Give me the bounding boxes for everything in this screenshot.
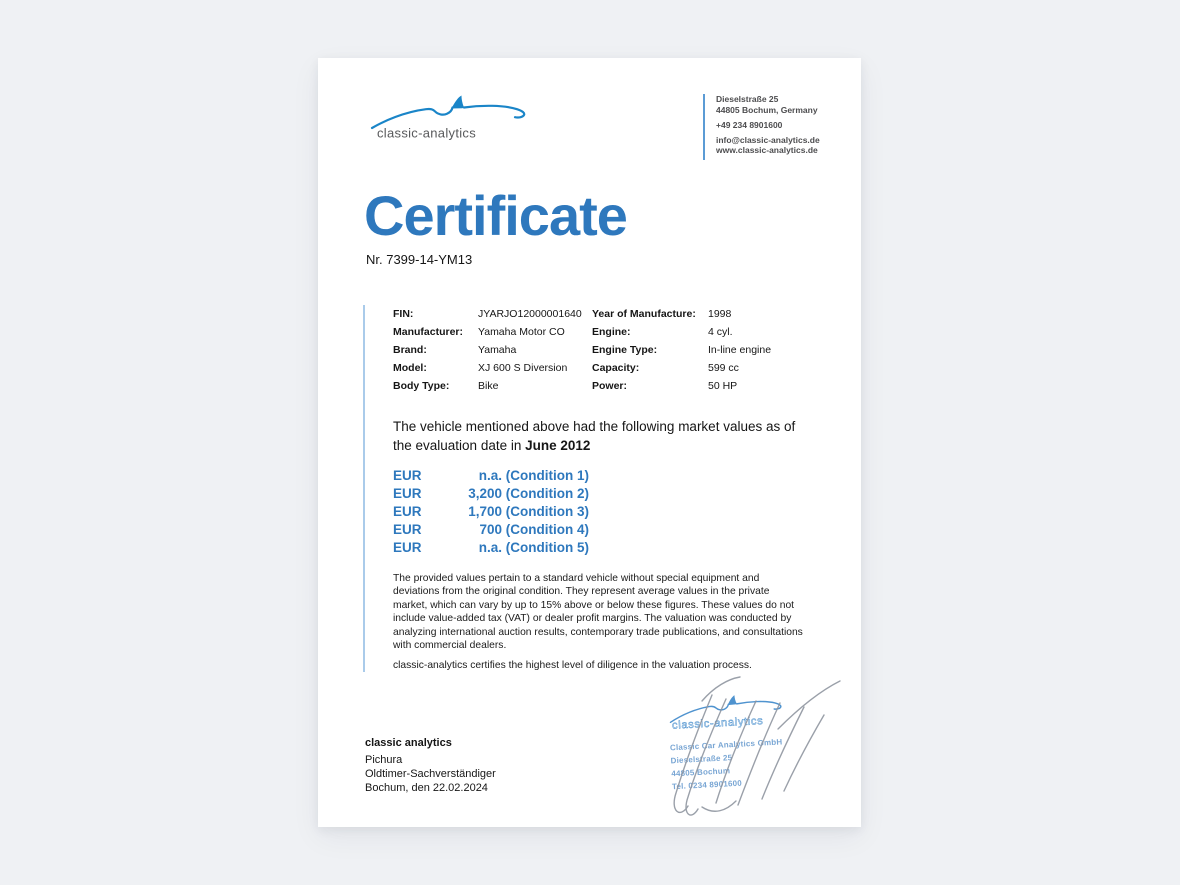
market-value-row [393,485,589,503]
detail-label: Year of Manufacture: [592,308,696,320]
valuation-intro-text: The vehicle mentioned above had the following market values as of the evaluation date in [393,419,796,453]
detail-label: FIN: [393,308,414,320]
currency-label: EUR [393,486,422,501]
detail-label: Brand: [393,344,427,356]
market-value-row [393,467,589,485]
detail-value: Bike [478,380,499,392]
market-value-row [393,539,589,557]
value-amount: 1,700 [468,504,502,519]
detail-label: Power: [592,380,628,392]
currency-label: EUR [393,522,422,537]
detail-value: In-line engine [708,344,772,356]
valuation-intro [393,417,797,455]
value-amount: 3,200 [468,486,502,501]
disclaimer-paragraph-2: classic-analytics certifies the highest level of diligence in the valuation process. [393,660,752,672]
handwritten-signature [658,671,848,821]
signatory-place-date: Bochum, den 22.02.2024 [365,781,488,794]
market-value-row [393,503,589,521]
detail-label: Capacity: [592,362,640,374]
value-amount: 700 [479,522,502,537]
disclaimer [393,572,806,673]
market-value-row [393,521,589,539]
detail-label: Manufacturer: [393,326,464,338]
stamp-brand-text: classic-analytics [671,715,764,732]
value-condition: (Condition 5) [505,540,589,555]
detail-value: 4 cyl. [708,326,733,338]
certificate-title: Certificate [364,184,627,247]
detail-value: XJ 600 S Diversion [478,362,568,374]
detail-label: Engine Type: [592,344,658,356]
contact-block [703,94,831,160]
logo-brand-text: classic-analytics [377,125,477,140]
contact-email: info@classic-analytics.de [716,134,820,145]
signatory-block [365,737,496,795]
detail-value: Yamaha Motor CO [478,326,565,338]
detail-label: Model: [393,362,427,374]
contact-address-line1: Dieselstraße 25 [716,94,779,104]
company-logo [364,94,534,142]
value-condition: (Condition 4) [505,522,589,537]
detail-label: Body Type: [393,380,450,392]
market-values-list [393,467,589,557]
contact-phone: +49 234 8901600 [716,119,783,130]
classic-car-silhouette-icon [364,94,534,140]
currency-label: EUR [393,504,422,519]
contact-website: www.classic-analytics.de [716,145,818,155]
value-condition: (Condition 3) [505,504,589,519]
signatory-name: Pichura [365,754,403,766]
signatory-role: Oldtimer-Sachverständiger [365,767,496,780]
value-condition: (Condition 2) [505,486,589,501]
signatory-company: classic analytics [365,737,452,749]
value-condition: (Condition 1) [505,468,589,483]
currency-label: EUR [393,468,422,483]
disclaimer-paragraph-1: The provided values pertain to a standard vehicle without special equipment and deviations from the original condition. They represent average values in the private market, which can vary by up to 15% above or below these figures. These values do not include value-added tax (VAT) or dealer profit margins. The valuation was conducted by analyzing international auction results, contemporary trade publications, and consultations with commercial dealers. [393,573,803,652]
detail-value: 50 HP [708,380,738,392]
stamp-line-phone: Tel. 0234 8901600 [671,778,743,792]
certificate-page [318,58,861,827]
vehicle-details-table [393,305,823,395]
company-stamp [658,671,848,821]
detail-value: 599 cc [708,362,739,374]
stamp-line-street: Dieselstraße 25 [670,753,733,766]
detail-value: Yamaha [478,344,517,356]
stamp-line-company: Classic Car Analytics GmbH [669,737,783,753]
detail-value: 1998 [708,308,732,320]
value-amount: n.a. [478,540,502,555]
detail-label: Engine: [592,326,631,338]
contact-address-line2: 44805 Bochum, Germany [716,104,818,115]
detail-value: JYARJO12000001640 [478,308,582,320]
currency-label: EUR [393,540,422,555]
stamp-line-city: 44805 Bochum [671,766,731,779]
evaluation-date: June 2012 [525,438,591,453]
content-left-rule [363,305,365,672]
value-amount: n.a. [478,468,502,483]
certificate-number: Nr. 7399-14-YM13 [366,252,473,267]
